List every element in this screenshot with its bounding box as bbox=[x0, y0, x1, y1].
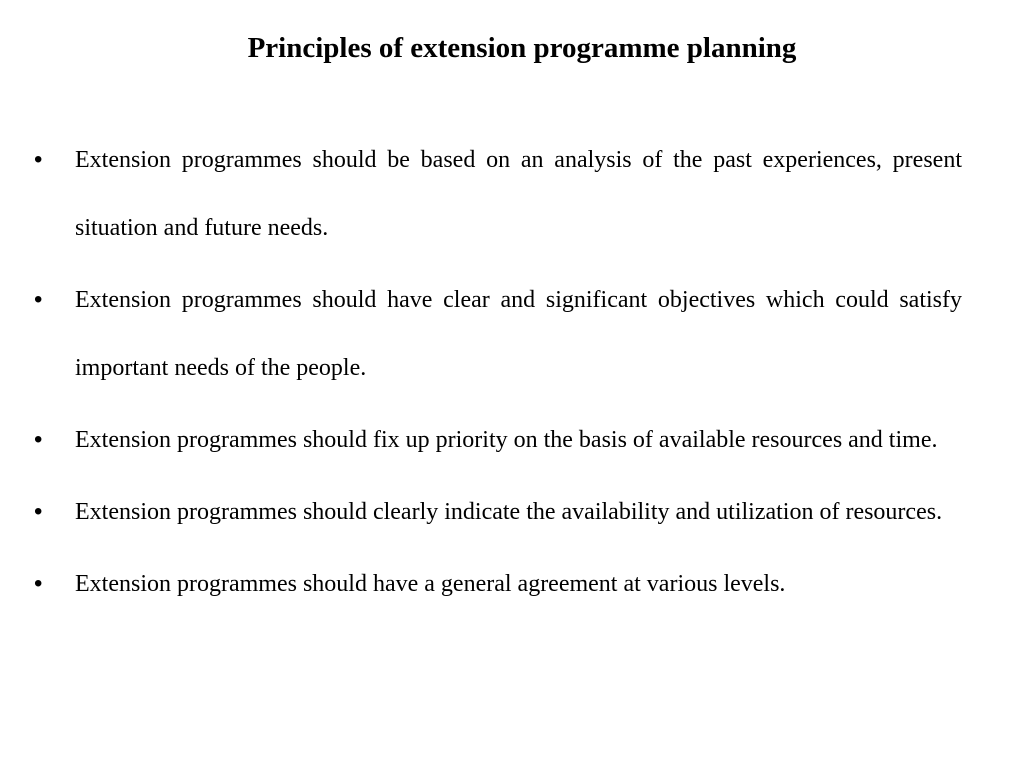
bullet-text: Extension programmes should have clear and significant objectives which could satisfy important needs of the people. bbox=[75, 287, 962, 381]
bullet-dot-icon: • bbox=[34, 426, 43, 453]
slide-title: Principles of extension programme planning bbox=[247, 32, 797, 64]
bullet-dot-icon: • bbox=[34, 498, 43, 525]
bullet-dot-icon: • bbox=[34, 286, 43, 313]
bullet-text: Extension programmes should fix up priority on the basis of available resources and time. bbox=[75, 427, 938, 453]
bullet-item bbox=[0, 266, 1024, 402]
bullet-item bbox=[0, 478, 1024, 546]
bullet-text: Extension programmes should be based on an analysis of the past experiences, present situation and future needs. bbox=[75, 147, 962, 241]
bullet-text: Extension programmes should have a general agreement at various levels. bbox=[75, 571, 786, 597]
bullet-list bbox=[0, 126, 1024, 622]
bullet-item bbox=[0, 550, 1024, 618]
bullet-item bbox=[0, 126, 1024, 262]
bullet-dot-icon: • bbox=[34, 570, 43, 597]
bullet-dot-icon: • bbox=[34, 146, 43, 173]
bullet-text: Extension programmes should clearly indicate the availability and utilization of resources. bbox=[75, 499, 943, 525]
bullet-item bbox=[0, 406, 1024, 474]
